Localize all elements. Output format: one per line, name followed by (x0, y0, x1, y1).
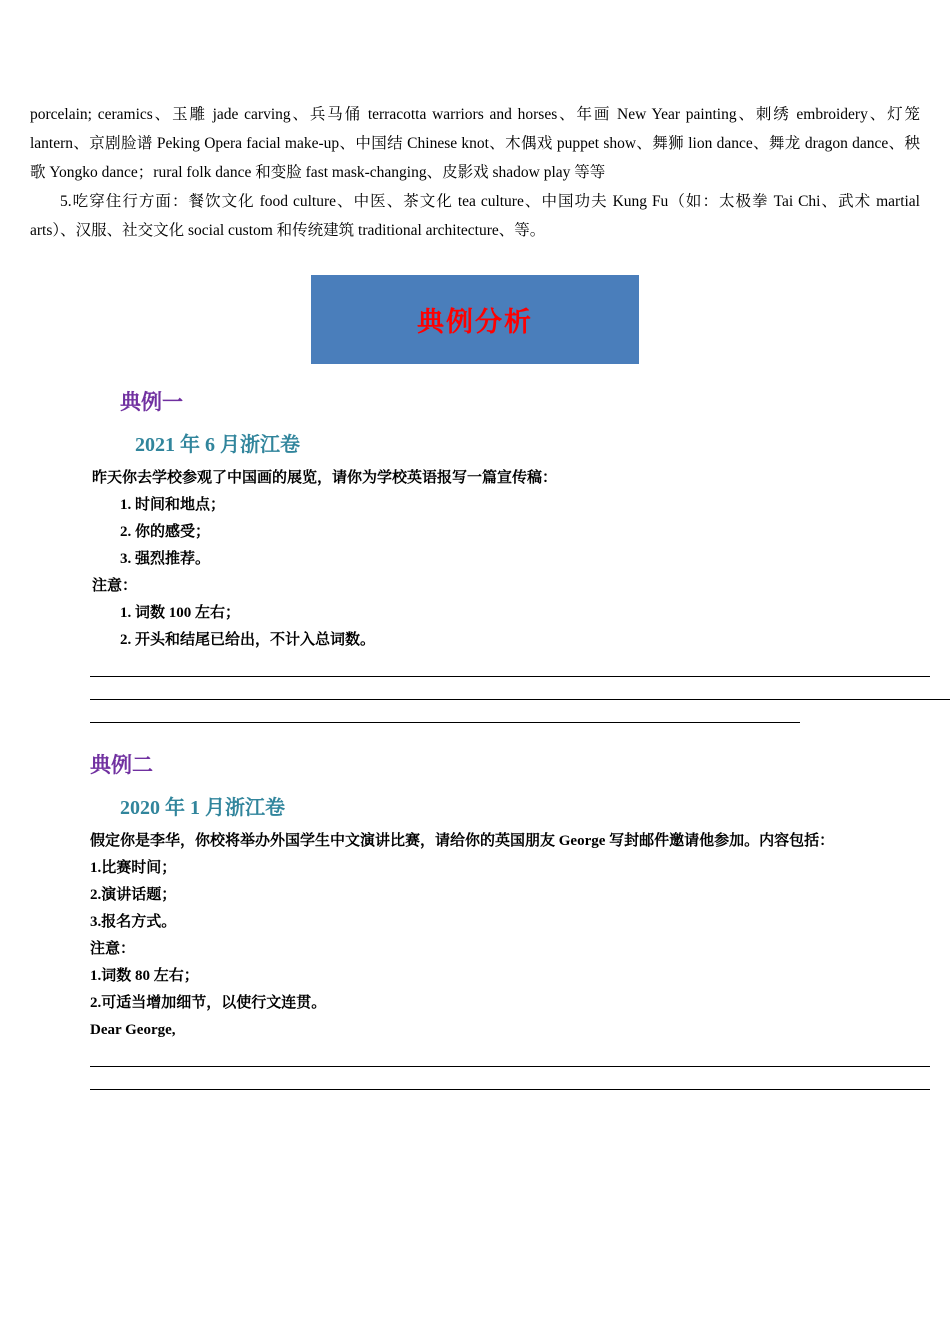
case-two (30, 749, 920, 1090)
intro-paragraph-1: porcelain; ceramics、玉雕 jade carving、兵马俑 terracotta warriors and horses、年画 New Year painting、刺绣 embroidery、灯笼 lantern、京剧脸谱 Peking Opera facial make-up、中国结 Chinese knot、木偶戏 puppet show、舞狮 lion dance、舞龙 dragon dance、秧歌 Yongko dance；rural folk dance 和变脸 fast mask-changing、皮影戏 shadow play 等等 (30, 106, 920, 181)
case-one-note-1: 1. 词数 100 左右； (120, 605, 241, 621)
case-one-point-3: 3. 强烈推荐。 (120, 551, 211, 567)
case-one-point-1: 1. 时间和地点； (120, 497, 226, 513)
case-two-note-1: 1.词数 80 左右； (90, 968, 199, 984)
case-one-exam-label: 2021 年 6 月浙江卷 (135, 434, 300, 456)
case-one-label: 典例一 (120, 390, 183, 414)
case-one-answer-line-1 (90, 676, 930, 677)
case-two-answer-line-1 (90, 1066, 930, 1067)
intro-paragraph-2: 5.吃穿住行方面：餐饮文化 food culture、中医、茶文化 tea culture、中国功夫 Kung Fu（如：太极拳 Tai Chi、武术 martial arts）、汉服、社交文化 social custom 和传统建筑 traditional architecture、等。 (30, 193, 920, 239)
case-one-answer-line-2 (90, 699, 950, 700)
case-one (30, 386, 920, 723)
case-one-note-2: 2. 开头和结尾已给出，不计入总词数。 (120, 632, 376, 648)
section-banner-wrap (30, 275, 920, 364)
section-banner-label: 典例分析 (417, 307, 533, 337)
case-one-answer-line-3 (90, 722, 800, 723)
case-one-prompt: 昨天你去学校参观了中国画的展览，请你为学校英语报写一篇宣传稿： (92, 470, 558, 486)
case-two-salutation: Dear George, (90, 1022, 176, 1038)
case-one-notes-label: 注意： (92, 578, 138, 594)
case-two-note-2: 2.可适当增加细节，以使行文连贯。 (90, 995, 327, 1011)
case-two-point-3: 3.报名方式。 (90, 914, 177, 930)
section-banner (311, 275, 639, 364)
case-two-label: 典例二 (90, 753, 153, 777)
case-two-point-1: 1.比赛时间； (90, 860, 177, 876)
case-one-point-2: 2. 你的感受； (120, 524, 211, 540)
case-two-exam-label: 2020 年 1 月浙江卷 (120, 797, 285, 819)
case-two-point-2: 2.演讲话题； (90, 887, 177, 903)
case-two-notes-label: 注意： (90, 941, 136, 957)
case-two-prompt: 假定你是李华，你校将举办外国学生中文演讲比赛，请给你的英国朋友 George 写封邮件邀请他参加。内容包括： (90, 833, 835, 849)
case-two-answer-line-2 (90, 1089, 930, 1090)
